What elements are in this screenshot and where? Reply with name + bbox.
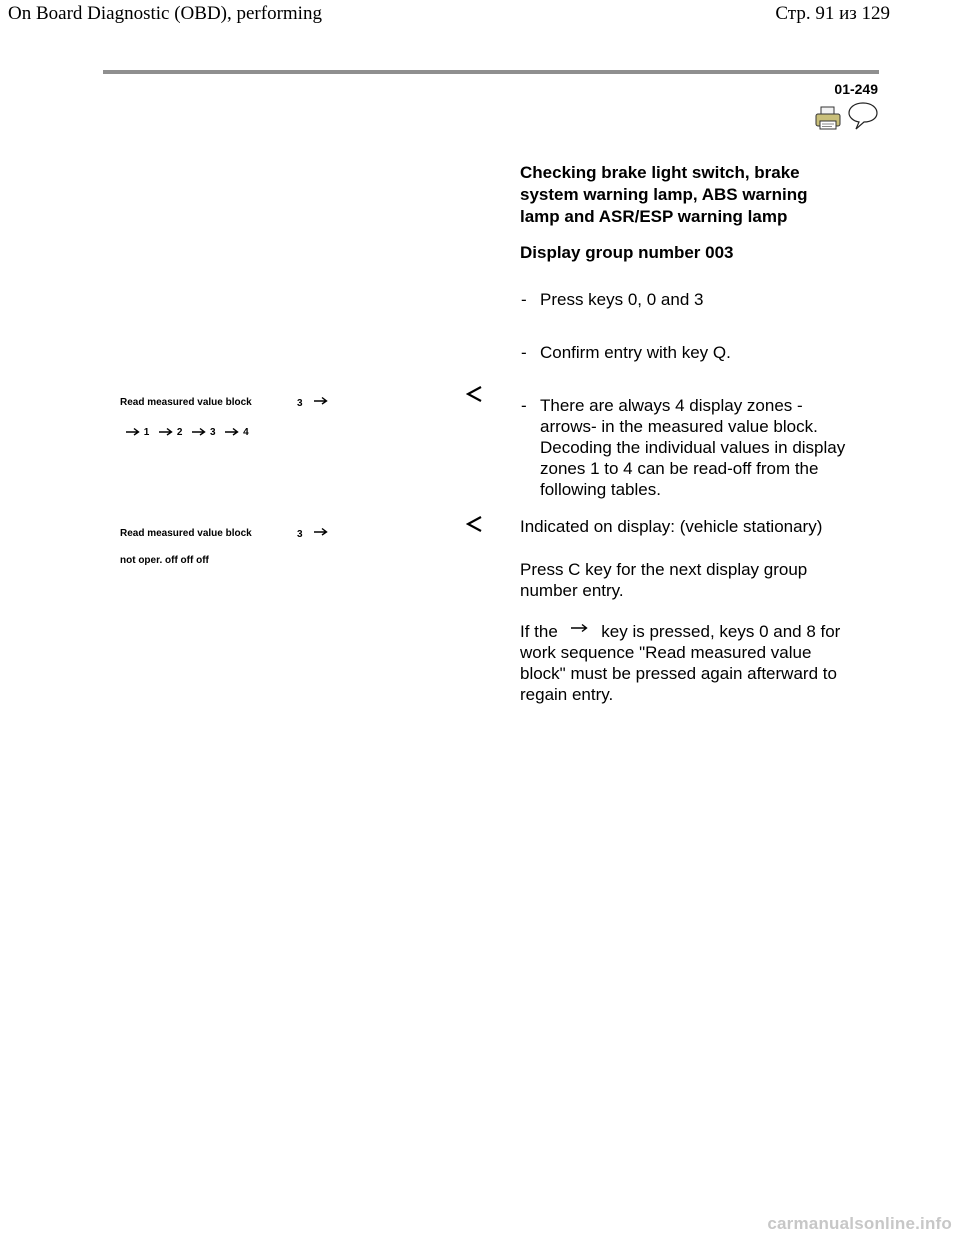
indicated-note: Indicated on display: (vehicle stationary) — [520, 517, 823, 536]
document-title: On Board Diagnostic (OBD), performing — [8, 3, 322, 24]
arrow-right-icon — [125, 427, 141, 437]
press-c-note — [520, 559, 807, 601]
section-heading — [520, 162, 808, 228]
arrow-right-icon — [569, 622, 591, 634]
display-group-value: 3 — [297, 529, 303, 540]
note-line: work sequence "Read measured value — [520, 643, 812, 662]
arrow-right-icon — [191, 427, 207, 437]
step-text: Press keys 0, 0 and 3 — [540, 290, 704, 309]
if-key-note — [520, 621, 880, 705]
step-dash: - — [521, 396, 527, 415]
step-dash: - — [521, 343, 527, 362]
display-group-value: 3 — [297, 398, 303, 409]
note-line: Press C key for the next display group — [520, 560, 808, 579]
zone-label: 1 — [143, 427, 150, 438]
display-title: Read measured value block — [120, 528, 252, 539]
step-text: following tables. — [540, 480, 661, 499]
arrow-right-icon — [224, 427, 240, 437]
speech-bubble-icon[interactable] — [847, 101, 879, 131]
step-text: There are always 4 display zones - — [540, 396, 803, 415]
heading-line: Checking brake light switch, brake — [520, 163, 800, 182]
watermark-footer: carmanualsonline.info — [767, 1214, 952, 1233]
page-number: 01-249 — [834, 81, 878, 97]
arrow-right-icon — [313, 395, 329, 405]
step-dash: - — [521, 290, 527, 309]
step-text-block — [540, 395, 845, 500]
step-item — [521, 342, 881, 366]
arrow-right-icon — [158, 427, 174, 437]
display-group-heading: Display group number 003 — [520, 243, 734, 262]
pointer-left-icon — [466, 516, 482, 537]
step-text: Confirm entry with key Q. — [540, 343, 731, 362]
zone-label: 2 — [176, 427, 183, 438]
note-suffix: key is pressed, keys 0 and 8 for — [601, 622, 841, 641]
display-title: Read measured value block — [120, 397, 252, 408]
page-counter: Стр. 91 из 129 — [775, 3, 890, 24]
heading-line: lamp and ASR/ESP warning lamp — [520, 207, 788, 226]
display-group-number — [297, 398, 329, 409]
step-item — [521, 395, 881, 505]
display-zones — [125, 427, 249, 438]
display-values: not oper. off off off — [120, 555, 209, 566]
note-line — [520, 621, 880, 642]
zone-label: 3 — [210, 427, 216, 438]
step-item — [521, 289, 881, 313]
zone-label: 4 — [243, 427, 249, 438]
printer-icon[interactable] — [815, 106, 841, 130]
step-text: arrows- in the measured value block. — [540, 417, 818, 436]
pointer-left-icon — [466, 386, 482, 407]
step-text: Decoding the individual values in display — [540, 438, 846, 457]
note-line: block" must be pressed again afterward to — [520, 664, 837, 683]
step-text: zones 1 to 4 can be read-off from the — [540, 459, 819, 478]
top-rule — [103, 70, 879, 74]
note-prefix: If the — [520, 622, 558, 641]
heading-line: system warning lamp, ABS warning — [520, 185, 808, 204]
display-group-number — [297, 529, 329, 540]
note-line: number entry. — [520, 581, 624, 600]
arrow-right-icon — [313, 526, 329, 536]
note-line: regain entry. — [520, 685, 614, 704]
